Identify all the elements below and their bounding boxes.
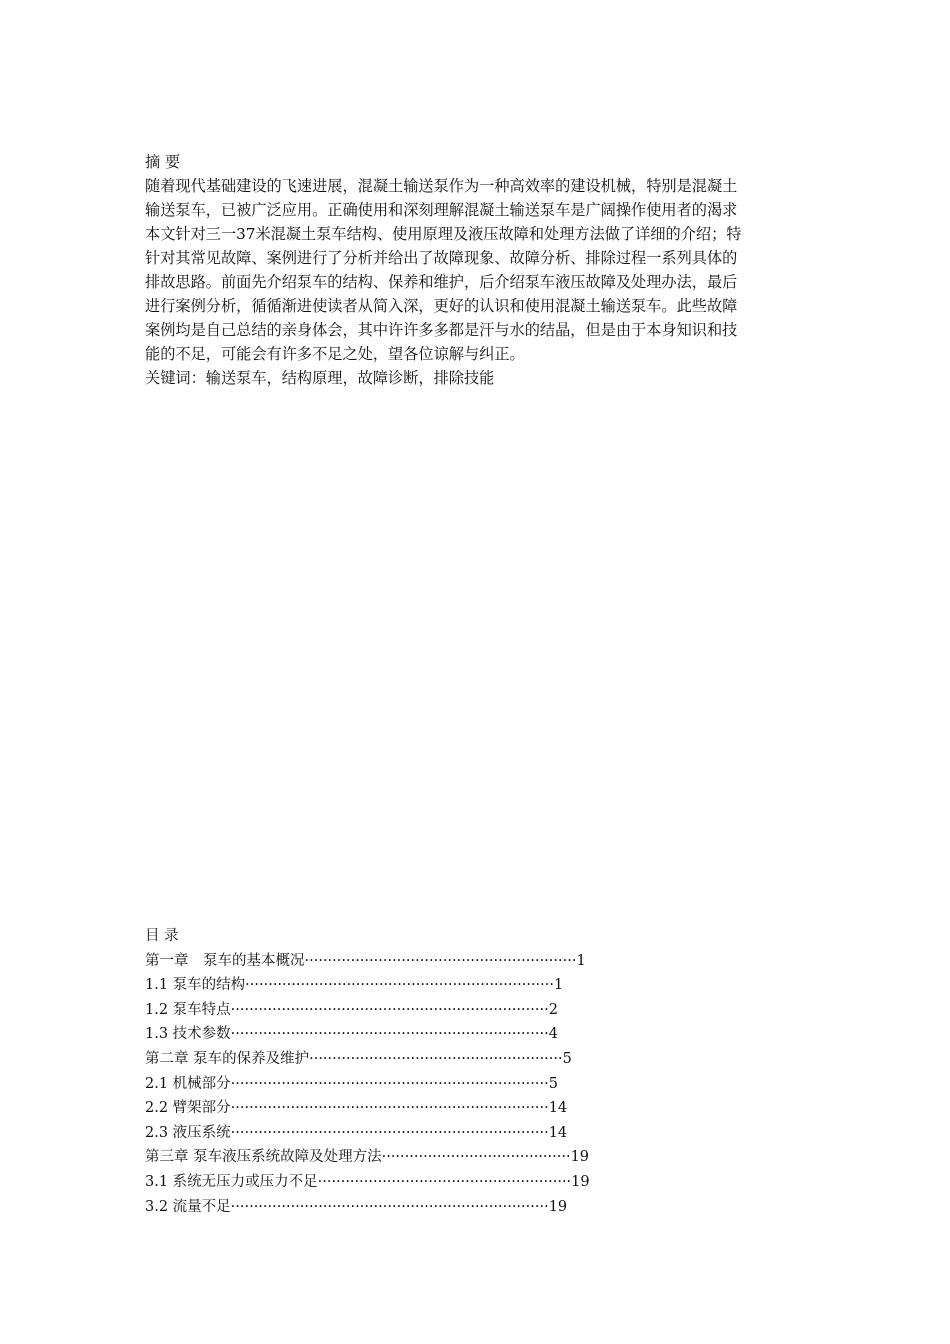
abstract-paragraph-line: 输送泵车，已被广泛应用。正确使用和深刻理解混凝土输送泵车是广阔操作使用者的渴求 (145, 201, 738, 219)
toc-entry: 第二章 泵车的保养及维护·······················································5 (145, 1050, 572, 1067)
toc-heading: 目 录 (145, 928, 179, 944)
toc-entry: 1.3 技术参数·····································································4 (145, 1026, 558, 1043)
abstract-paragraph-line: 排故思路。前面先介绍泵车的结构、保养和维护，后介绍泵车液压故障及处理办法，最后 (145, 273, 738, 291)
table-of-contents (145, 924, 745, 1219)
toc-entry: 第一章 泵车的基本概况···························································1 (145, 952, 586, 969)
toc-entry: 2.3 液压系统·····································································14 (145, 1124, 568, 1141)
toc-entry: 3.2 流量不足·····································································19 (145, 1198, 568, 1215)
abstract-paragraph-line: 案例均是自己总结的亲身体会，其中许许多多都是汗与水的结晶，但是由于本身知识和技 (145, 321, 738, 339)
abstract-paragraph-line: 随着现代基础建设的飞速进展，混凝土输送泵作为一种高效率的建设机械，特别是混凝土 (145, 177, 738, 195)
toc-entry: 第三章 泵车液压系统故障及处理方法·········································19 (145, 1149, 590, 1166)
toc-entry: 2.2 臂架部分·····································································14 (145, 1100, 568, 1117)
toc-entry: 2.1 机械部分·····································································5 (145, 1075, 558, 1092)
abstract-paragraph-line: 本文针对三一37米混凝土泵车结构、使用原理及液压故障和处理方法做了详细的介绍；特 (145, 225, 742, 243)
abstract-section (145, 150, 810, 390)
abstract-paragraph-line: 针对其常见故障、案例进行了分析并给出了故障现象、故障分析、排除过程一系列具体的 (145, 249, 738, 267)
toc-entry: 3.1 系统无压力或压力不足·······················································19 (145, 1173, 590, 1190)
keywords-line: 关键词：输送泵车，结构原理，故障诊断，排除技能 (145, 369, 495, 387)
abstract-paragraph-line: 进行案例分析，循循渐进使读者从简入深，更好的认识和使用混凝土输送泵车。此些故障 (145, 297, 738, 315)
abstract-paragraph-line: 能的不足，可能会有许多不足之处，望各位谅解与纠正。 (145, 345, 525, 363)
toc-entry: 1.1 泵车的结构···································································1 (145, 977, 564, 994)
abstract-heading: 摘 要 (145, 153, 181, 171)
toc-entry: 1.2 泵车特点·····································································2 (145, 1001, 558, 1018)
